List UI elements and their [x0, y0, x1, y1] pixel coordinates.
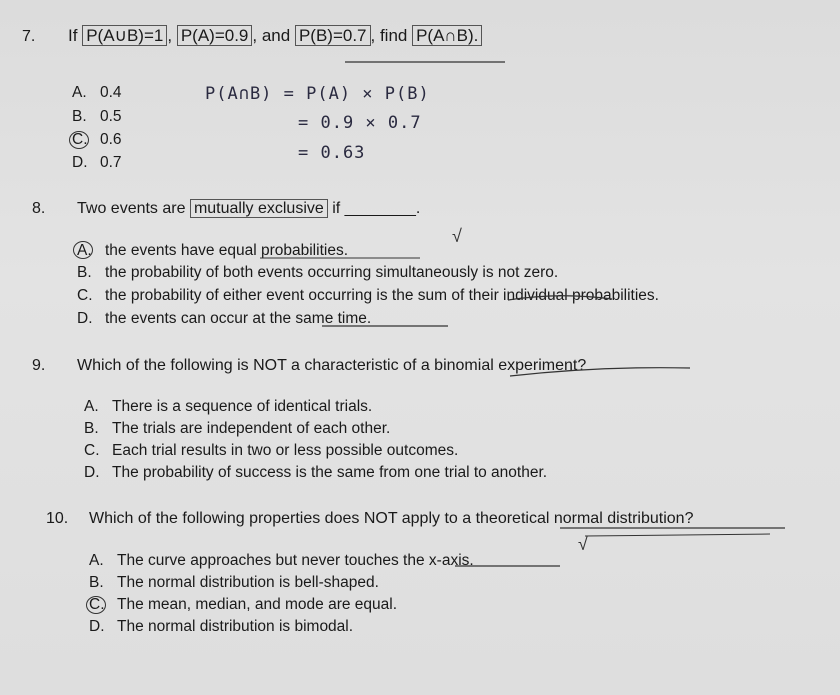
- q7-option-d-text: 0.7: [100, 154, 122, 171]
- q8-option-b-text: the probability of both events occurring simultaneously is not zero.: [105, 264, 559, 281]
- q8-option-a-letter: A.: [77, 242, 92, 259]
- q10-check-mark-icon: √: [578, 534, 588, 554]
- q7-work-line-2: = 0.9 × 0.7: [298, 113, 422, 133]
- q7-number: 7.: [22, 28, 36, 45]
- q10-option-b-text: The normal distribution is bell-shaped.: [117, 574, 379, 591]
- q8-option-d-text: the events can occur at the same time.: [105, 310, 372, 327]
- q10-option-c-text: The mean, median, and mode are equal.: [117, 596, 398, 613]
- q7-option-c-text: 0.6: [100, 131, 122, 148]
- q9-number: 9.: [32, 357, 46, 374]
- q7-work-line-3: = 0.63: [298, 143, 366, 163]
- q9-stem: Which of the following is NOT a characteristic of a binomial experiment?: [77, 357, 587, 374]
- q8-stem-text: Two events are: [77, 200, 186, 217]
- q8-option-b-letter: B.: [77, 264, 92, 281]
- q7-option-d-letter: D.: [72, 154, 88, 171]
- q9-option-b-letter: B.: [84, 420, 99, 437]
- q9-option-d-letter: D.: [84, 464, 100, 481]
- q9-option-b-text: The trials are independent of each other.: [112, 420, 391, 437]
- q7-cond-pa: P(A)=0.9: [177, 25, 253, 46]
- q7-work-line-1: P(A∩B) = P(A) × P(B): [205, 84, 430, 104]
- q7-option-a-letter: A.: [72, 84, 87, 101]
- q8-option-d-letter: D.: [77, 310, 93, 327]
- q9-option-c-text: Each trial results in two or less possible outcomes.: [112, 442, 459, 459]
- q10-option-b-letter: B.: [89, 574, 104, 591]
- q10-option-d-letter: D.: [89, 618, 105, 635]
- q7-option-a-text: 0.4: [100, 84, 122, 101]
- q7-option-c-letter: C.: [72, 131, 88, 148]
- q7-cond-union: P(A∪B)=1: [82, 25, 167, 46]
- q8-check-mark-icon: √: [452, 226, 462, 246]
- q10-underline-second: [585, 534, 770, 536]
- q9-binomial-underline: [510, 368, 690, 376]
- q7-target: P(A∩B).: [412, 25, 482, 46]
- q10-stem: Which of the following properties does NOT apply to a theoretical normal distribution?: [89, 510, 694, 527]
- q7-cond-pb: P(B)=0.7: [295, 25, 371, 46]
- q8-stem-end: if ________.: [332, 200, 421, 217]
- q8-number: 8.: [32, 200, 46, 217]
- q10-option-a-text: The curve approaches but never touches the x-axis.: [117, 552, 474, 569]
- q10-option-a-letter: A.: [89, 552, 104, 569]
- q7-stem-prefix: If: [68, 26, 78, 45]
- q10-number: 10.: [46, 510, 69, 527]
- q8-sum-underline: [508, 296, 612, 300]
- q9-option-d-text: The probability of success is the same from one trial to another.: [112, 464, 548, 481]
- q8-option-c-text: the probability of either event occurring is the sum of their individual probabilities.: [105, 287, 659, 304]
- q7-find: , find: [370, 26, 408, 45]
- q10-option-c-letter: C.: [89, 596, 105, 613]
- q9-option-a-letter: A.: [84, 398, 99, 415]
- q8-boxed-term: mutually exclusive: [190, 199, 328, 218]
- q8-option-c-letter: C.: [77, 287, 93, 304]
- q7-and: , and: [252, 26, 291, 45]
- q9-option-c-letter: C.: [84, 442, 100, 459]
- q7-option-b-text: 0.5: [100, 108, 122, 125]
- q7-sep: ,: [167, 26, 173, 45]
- q10-option-d-text: The normal distribution is bimodal.: [117, 618, 354, 635]
- q9-option-a-text: There is a sequence of identical trials.: [112, 398, 373, 415]
- q7-option-b-letter: B.: [72, 108, 87, 125]
- q8-option-a-text: the events have equal probabilities.: [105, 242, 348, 259]
